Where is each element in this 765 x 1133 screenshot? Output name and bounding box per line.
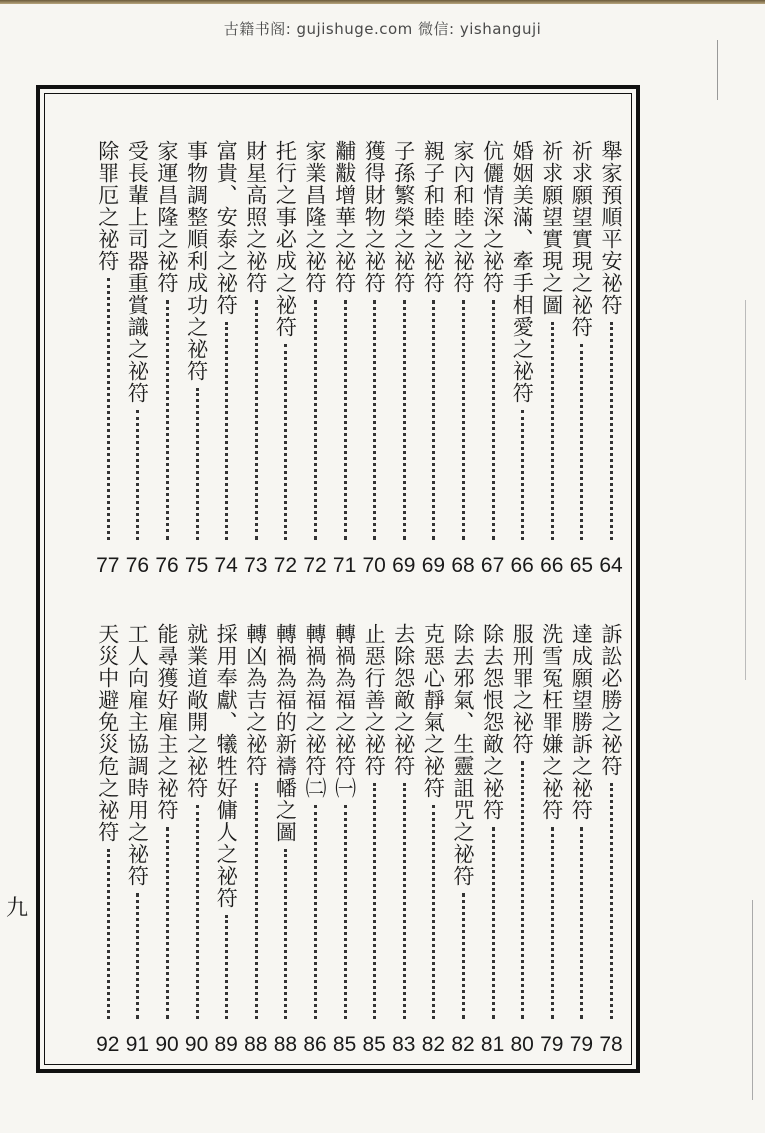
toc-entry-page-number: 67 (480, 554, 505, 577)
toc-entry-page-number: 66 (510, 554, 534, 577)
toc-entry-page-number: 90 (184, 1033, 209, 1056)
toc-entry (152, 623, 182, 1057)
leader-dots (284, 344, 287, 540)
toc-entry (389, 140, 419, 578)
leader-dots (610, 783, 613, 1019)
toc-entry (152, 140, 182, 578)
toc-entry-page-number: 82 (421, 1033, 446, 1056)
leader-dots (344, 805, 347, 1019)
toc-entry-page-number: 64 (599, 554, 623, 577)
toc-entry (93, 140, 123, 578)
leader-dots (196, 388, 199, 540)
leader-dots (373, 300, 376, 540)
leader-dots (136, 893, 139, 1019)
scan-line-mark (745, 300, 746, 680)
toc-entry-page-number: 85 (332, 1033, 357, 1056)
toc-entry-title: 止惡行善之祕符 (362, 623, 387, 777)
toc-entry-page-number: 68 (451, 554, 475, 577)
toc-entry-page-number: 89 (214, 1033, 238, 1056)
toc-entry-page-number: 78 (599, 1033, 623, 1056)
toc-entry-title: 天災中避免災危之祕符 (95, 623, 120, 843)
toc-entry-title: 富貴、安泰之祕符 (214, 140, 239, 316)
toc-entry-page-number: 71 (332, 554, 357, 577)
toc-section-top (56, 140, 626, 578)
toc-entry-page-number: 76 (155, 554, 179, 577)
toc-entry-page-number: 88 (273, 1033, 298, 1056)
toc-entry-title: 財星高照之祕符 (243, 140, 268, 294)
toc-section-bottom (56, 623, 626, 1057)
toc-entry (359, 623, 389, 1057)
top-border (0, 0, 765, 4)
toc-entry (537, 623, 567, 1057)
leader-dots (284, 849, 287, 1019)
toc-entry (507, 623, 537, 1057)
leader-dots (107, 278, 110, 540)
toc-entry-page-number: 73 (244, 554, 268, 577)
toc-entry (300, 140, 330, 578)
leader-dots (136, 410, 139, 540)
toc-entry-title: 訴訟必勝之祕符 (599, 623, 623, 777)
toc-entry-page-number: 83 (392, 1033, 416, 1056)
toc-entry-title: 除去怨恨怨敵之祕符 (480, 623, 505, 821)
toc-entry-title: 工人向雇主協調時用之祕符 (125, 623, 150, 887)
toc-entry-title: 服刑罪之祕符 (510, 623, 535, 755)
leader-dots (580, 827, 583, 1019)
toc-entry (596, 623, 626, 1057)
toc-entry-page-number: 69 (392, 554, 416, 577)
toc-entry-title: 子孫繁榮之祕符 (391, 140, 416, 294)
scan-line-mark (752, 900, 753, 1100)
leader-dots (580, 344, 583, 540)
toc-entry-page-number: 80 (510, 1033, 534, 1056)
toc-entry-title: 家業昌隆之祕符 (303, 140, 327, 294)
toc-entry-title: 克惡心靜氣之祕符 (421, 623, 446, 799)
toc-entry-title: 受長輩上司器重賞識之祕符 (125, 140, 150, 404)
toc-entry-title: 親子和睦之祕符 (421, 140, 446, 294)
toc-entry-title: 事物調整順利成功之祕符 (184, 140, 209, 382)
toc-entry (478, 623, 508, 1057)
toc-entry-page-number: 85 (362, 1033, 386, 1056)
leader-dots (403, 300, 406, 540)
toc-entry (300, 623, 330, 1057)
toc-entry (211, 140, 241, 578)
toc-entry-page-number: 88 (244, 1033, 268, 1056)
toc-entry-title: 洗雪冤枉罪嫌之祕符 (539, 623, 564, 821)
toc-entry (211, 623, 241, 1057)
toc-entry (122, 140, 152, 578)
toc-entry (389, 623, 419, 1057)
toc-entry-page-number: 86 (303, 1033, 327, 1056)
leader-dots (166, 300, 169, 540)
toc-entry-title: 祈求願望實現之祕符 (569, 140, 594, 338)
leader-dots (551, 827, 554, 1019)
toc-entry (241, 140, 271, 578)
toc-entry (418, 140, 448, 578)
toc-entry-page-number: 81 (480, 1033, 505, 1056)
leader-dots (255, 783, 258, 1019)
toc-entry-title: 轉凶為吉之祕符 (243, 623, 268, 777)
leader-dots (610, 322, 613, 540)
leader-dots (344, 300, 347, 540)
toc-entry-page-number: 92 (96, 1033, 120, 1056)
leader-dots (373, 783, 376, 1019)
toc-entry-page-number: 90 (155, 1033, 179, 1056)
toc-entry-page-number: 70 (362, 554, 386, 577)
toc-entry-title: 採用奉獻、犧牲好傭人之祕符 (214, 623, 239, 909)
leader-dots (492, 827, 495, 1019)
leader-dots (403, 783, 406, 1019)
leader-dots (462, 893, 465, 1019)
toc-entry-title: 婚姻美滿、牽手相愛之祕符 (510, 140, 535, 404)
toc-entry (596, 140, 626, 578)
toc-entry-page-number: 91 (125, 1033, 150, 1056)
toc-entry-title: 轉禍為福的新禱幡之圖 (273, 623, 298, 843)
toc-entry-page-number: 66 (540, 554, 564, 577)
toc-entry-page-number: 76 (125, 554, 150, 577)
toc-entry-title: 能尋獲好雇主之祕符 (155, 623, 179, 821)
toc-entry-title: 就業道敞開之祕符 (184, 623, 209, 799)
toc-entry (418, 623, 448, 1057)
leader-dots (225, 915, 228, 1019)
toc-entry-title: 轉禍為福之祕符㈡ (303, 623, 327, 799)
toc-entry (93, 623, 123, 1057)
toc-entry-title: 托行之事必成之祕符 (273, 140, 298, 338)
leader-dots (107, 849, 110, 1019)
page-folio: 九 (6, 896, 29, 921)
toc-entry-page-number: 69 (421, 554, 446, 577)
toc-entry-page-number: 74 (214, 554, 238, 577)
toc-entry-title: 伉儷情深之祕符 (480, 140, 505, 294)
toc-entry (566, 623, 596, 1057)
leader-dots (492, 300, 495, 540)
leader-dots (521, 410, 524, 540)
toc-entry-title: 去除怨敵之祕符 (391, 623, 416, 777)
toc-entry (241, 623, 271, 1057)
toc-entry (270, 140, 300, 578)
watermark-text: 古籍书阁: gujishuge.com 微信: yishanguji (223, 20, 542, 38)
toc-entry (270, 623, 300, 1057)
leader-dots (432, 805, 435, 1019)
toc-entry (182, 623, 212, 1057)
toc-entry-title: 達成願望勝訴之祕符 (569, 623, 594, 821)
toc-entry (478, 140, 508, 578)
toc-entry (182, 140, 212, 578)
toc-entry-title: 家運昌隆之祕符 (155, 140, 179, 294)
toc-entry-page-number: 75 (184, 554, 209, 577)
leader-dots (314, 805, 317, 1019)
leader-dots (314, 300, 317, 540)
leader-dots (225, 322, 228, 540)
toc-entry-title: 除去邪氣、生靈詛咒之祕符 (451, 623, 475, 887)
toc-entry-title: 舉家預順平安祕符 (599, 140, 623, 316)
leader-dots (462, 300, 465, 540)
toc-entry (566, 140, 596, 578)
leader-dots (166, 827, 169, 1019)
toc-entry (448, 140, 478, 578)
leader-dots (551, 322, 554, 540)
scan-line-mark (717, 40, 718, 100)
toc-entry-title: 獲得財物之祕符 (362, 140, 387, 294)
leader-dots (521, 761, 524, 1019)
toc-entry-title: 黼黻增華之祕符 (332, 140, 357, 294)
toc-entry-page-number: 72 (303, 554, 327, 577)
toc-entry (448, 623, 478, 1057)
toc-entry-page-number: 72 (273, 554, 298, 577)
leader-dots (432, 300, 435, 540)
toc-entry-page-number: 79 (540, 1033, 564, 1056)
toc-entry (330, 623, 360, 1057)
toc-entry-page-number: 82 (451, 1033, 475, 1056)
toc-entry-page-number: 65 (569, 554, 594, 577)
toc-entry-title: 家內和睦之祕符 (451, 140, 475, 294)
leader-dots (255, 300, 258, 540)
toc-entry (359, 140, 389, 578)
toc-entry-page-number: 77 (96, 554, 120, 577)
leader-dots (196, 805, 199, 1019)
toc-entry (330, 140, 360, 578)
toc-entry-page-number: 79 (569, 1033, 594, 1056)
toc-entry-title: 祈求願望實現之圖 (539, 140, 564, 316)
toc-entry-title: 除罪厄之祕符 (95, 140, 120, 272)
toc-entry (507, 140, 537, 578)
toc-entry (537, 140, 567, 578)
toc-entry-title: 轉禍為福之祕符㈠ (332, 623, 357, 799)
toc-entry (122, 623, 152, 1057)
